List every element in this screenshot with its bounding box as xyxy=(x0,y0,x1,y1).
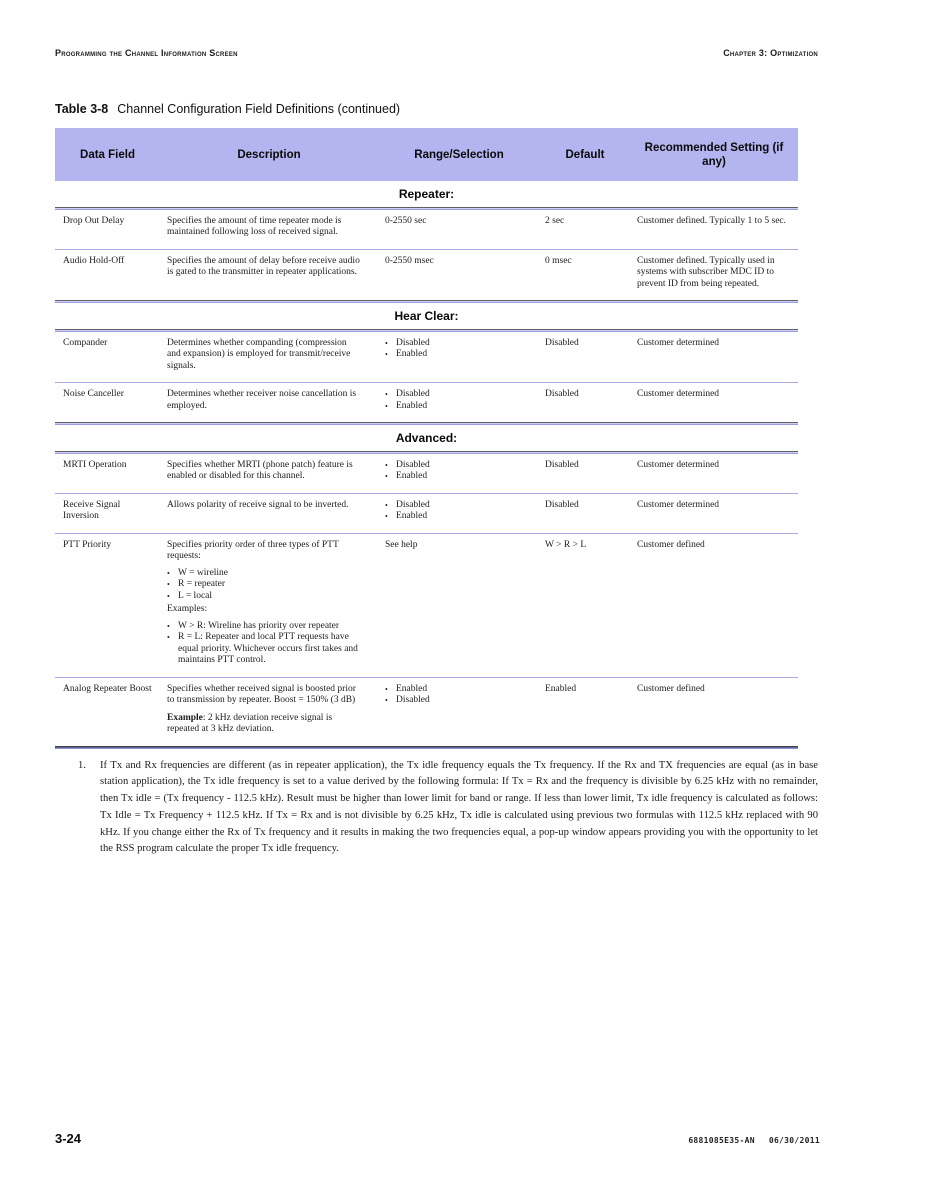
field-name: MRTI Operation xyxy=(63,459,127,470)
section-header-hear-clear: Hear Clear: xyxy=(394,309,459,323)
field-description: Determines whether companding (compression and expansion) is employed for transmit/receive signals. xyxy=(167,337,351,371)
description-bullet: • R = repeater xyxy=(167,579,226,589)
channel-config-table xyxy=(55,128,798,749)
field-name: Noise Canceller xyxy=(63,389,124,399)
range-option: • Disabled xyxy=(385,499,430,510)
header-right-text: Chapter 3: Optimization xyxy=(723,48,818,58)
field-name: Analog Repeater Boost xyxy=(63,683,152,694)
field-recommended: Customer defined xyxy=(637,539,705,550)
footer-doc-number: 6881085E35-AN xyxy=(688,1136,755,1145)
range-option: • Disabled xyxy=(385,459,430,470)
bullet-icon: • xyxy=(385,401,388,411)
field-range xyxy=(378,338,540,373)
field-name: Drop Out Delay xyxy=(63,215,125,226)
field-default: W > R > L xyxy=(545,539,587,550)
field-name: Compander xyxy=(63,337,108,348)
table-row xyxy=(55,383,798,422)
bullet-icon: • xyxy=(385,500,388,510)
field-name: Receive Signal Inversion xyxy=(63,499,121,521)
field-range xyxy=(378,460,540,483)
bullet-icon: • xyxy=(385,350,388,359)
field-recommended: Customer determined xyxy=(637,459,720,470)
page-header xyxy=(55,0,818,58)
section-header-advanced: Advanced: xyxy=(395,431,458,445)
field-default: Disabled xyxy=(545,389,579,399)
col-header-data-field: Data Field xyxy=(80,148,135,161)
field-range xyxy=(378,684,540,736)
table-row xyxy=(55,250,798,301)
range-option: • Disabled xyxy=(385,337,430,348)
field-default: 0 msec xyxy=(545,255,572,266)
footnote xyxy=(78,758,818,859)
range-option: • Disabled xyxy=(385,389,430,399)
bullet-icon: • xyxy=(385,460,388,470)
example-label: Example xyxy=(167,712,203,723)
example-text: : 2 kHz deviation receive signal is repeated at 3 kHz deviation. xyxy=(167,712,333,734)
field-recommended: Customer defined. Typically 1 to 5 sec. xyxy=(637,215,787,226)
field-description: Specifies the amount of delay before receive audio is gated to the transmitter in repeater applications. xyxy=(167,255,360,277)
field-range: See help xyxy=(385,539,418,550)
example-bullet: • R = L: Repeater and local PTT requests have equal priority. Whichever occurs first takes and maintains PTT control. xyxy=(167,632,358,665)
field-description xyxy=(160,684,378,736)
field-description: Specifies whether MRTI (phone patch) feature is enabled or disabled for this channel. xyxy=(167,459,353,481)
description-intro: Specifies priority order of three types of PTT requests: xyxy=(167,539,339,561)
field-range: 0-2550 sec xyxy=(385,215,427,226)
field-default: Disabled xyxy=(545,337,579,348)
col-header-default: Default xyxy=(565,148,605,161)
field-range: 0-2550 msec xyxy=(385,255,434,266)
page-footer xyxy=(55,1131,820,1146)
bullet-icon: • xyxy=(385,338,388,348)
bullet-icon: • xyxy=(167,621,170,631)
field-description: Specifies the amount of time repeater mode is maintained following loss of received signal. xyxy=(167,215,342,237)
header-left-text: Programming the Channel Information Screen xyxy=(55,48,238,58)
col-header-description: Description xyxy=(237,148,301,161)
table-row xyxy=(55,332,798,383)
field-description: Allows polarity of receive signal to be inverted. xyxy=(167,499,349,510)
table-row xyxy=(55,210,798,249)
bullet-icon: • xyxy=(167,580,170,589)
section-header-repeater: Repeater: xyxy=(398,187,455,201)
table-row xyxy=(55,534,798,677)
bullet-icon: • xyxy=(385,512,388,521)
bullet-icon: • xyxy=(167,633,170,642)
range-option: • Enabled xyxy=(385,511,428,521)
field-range xyxy=(378,500,540,523)
description-bullet: • W = wireline xyxy=(167,567,229,578)
field-recommended: Customer determined xyxy=(637,499,720,510)
range-option: • Disabled xyxy=(385,695,430,705)
col-header-range-selection: Range/Selection xyxy=(414,148,504,161)
table-title-text: Channel Configuration Field Definitions (continued) xyxy=(117,102,401,116)
description-bullets xyxy=(167,568,360,603)
table-row xyxy=(55,454,798,493)
footer-doc-info xyxy=(688,1136,820,1145)
bullet-icon: • xyxy=(167,568,170,578)
table-row xyxy=(55,494,798,533)
footnote-number: 1. xyxy=(78,759,86,771)
field-recommended: Customer defined xyxy=(637,683,705,694)
field-default: 2 sec xyxy=(545,215,565,226)
example-paragraph xyxy=(167,713,360,736)
range-option: • Enabled xyxy=(385,349,428,359)
field-range xyxy=(378,389,540,412)
table-number-label: Table 3-8 xyxy=(55,102,109,116)
range-option: • Enabled xyxy=(385,400,428,411)
table-end-divider xyxy=(55,746,798,749)
footer-date: 06/30/2011 xyxy=(768,1136,820,1145)
range-option: • Enabled xyxy=(385,471,428,481)
field-name: PTT Priority xyxy=(63,539,112,550)
field-recommended: Customer determined xyxy=(637,337,720,348)
examples-label: Examples: xyxy=(167,604,208,614)
table-title xyxy=(55,102,818,116)
bullet-icon: • xyxy=(385,684,388,694)
bullet-icon: • xyxy=(167,591,170,601)
footer-page-number: 3-24 xyxy=(55,1131,82,1146)
col-header-recommended: Recommended Setting (if any) xyxy=(644,141,784,168)
example-bullets xyxy=(167,621,360,667)
bullet-icon: • xyxy=(385,472,388,481)
example-bullet: • W > R: Wireline has priority over repeater xyxy=(167,620,340,631)
description-bullet: • L = local xyxy=(167,590,213,601)
table-row xyxy=(55,678,798,746)
description-intro: Specifies whether received signal is boosted prior to transmission by repeater. Boost = 150% (3 dB) xyxy=(167,683,356,705)
bullet-icon: • xyxy=(385,696,388,705)
table-header-row xyxy=(55,128,798,181)
field-default: Enabled xyxy=(545,683,577,694)
field-recommended: Customer determined xyxy=(637,389,720,399)
footnote-text: If Tx and Rx frequencies are different (as in repeater application), the Tx idle frequency equals the Tx frequency. If the Rx and TX frequencies are equal (as in base station application), the Tx idle frequency is set to a value derived by the following formula: If Tx = Rx and the frequency is divisible by 6.25 kHz with no remainder, then Tx idle = (Tx frequency - 112.5 kHz). Result must be higher than lower limit for band or range. If less than lower limit, Tx idle frequency is calculated as follows: Tx Idle = Tx Frequency + 112.5 kHz. If Tx = Rx and is not divisible by 6.25 kHz, Tx idle is calculated using previous two formulas with 112.5 kHz replaced with 90 kHz. If you change either the Rx of Tx frequency and it results in making the two frequencies equal, a pop-up window appears providing you with the opportunity to let the RSS program calculate the proper Tx idle frequency. xyxy=(100,759,818,855)
field-default: Disabled xyxy=(545,499,579,510)
field-default: Disabled xyxy=(545,459,579,470)
field-name: Audio Hold-Off xyxy=(63,255,125,266)
field-recommended: Customer defined. Typically used in systems with subscriber MDC ID to prevent ID from being repeated. xyxy=(637,255,775,289)
field-description: Determines whether receiver noise cancellation is employed. xyxy=(167,389,357,411)
range-option: • Enabled xyxy=(385,683,428,694)
field-description xyxy=(160,540,378,667)
bullet-icon: • xyxy=(385,390,388,399)
